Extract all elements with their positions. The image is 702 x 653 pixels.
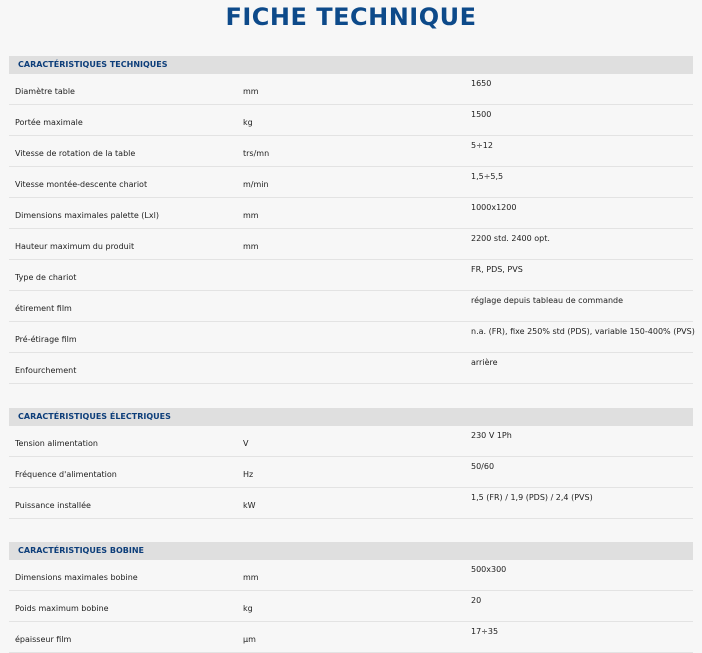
row-unit: mm <box>243 211 259 220</box>
row-label: Poids maximum bobine <box>15 604 109 613</box>
row-unit: kg <box>243 604 253 613</box>
row-label: Portée maximale <box>15 118 83 127</box>
row-label: Dimensions maximales palette (Lxl) <box>15 211 159 220</box>
row-label: Puissance installée <box>15 501 91 510</box>
section-electrical <box>9 408 693 519</box>
section-heading: CARACTÉRISTIQUES TECHNIQUES <box>9 56 693 74</box>
table-row <box>9 488 693 519</box>
row-value: 50/60 <box>471 462 495 471</box>
row-value: 1,5 (FR) / 1,9 (PDS) / 2,4 (PVS) <box>471 493 593 502</box>
row-unit: V <box>243 439 249 448</box>
table-row <box>9 136 693 167</box>
row-unit: mm <box>243 242 259 251</box>
table-row <box>9 322 693 353</box>
table-row <box>9 353 693 384</box>
row-value: 20 <box>471 596 482 605</box>
table-row <box>9 291 693 322</box>
row-label: Vitesse montée-descente chariot <box>15 180 148 189</box>
page-title: FICHE TECHNIQUE <box>225 3 477 31</box>
row-value: FR, PDS, PVS <box>471 265 523 274</box>
row-unit: Hz <box>243 470 254 479</box>
row-label: Diamètre table <box>15 87 75 96</box>
row-unit: trs/mn <box>243 149 270 158</box>
row-label: Vitesse de rotation de la table <box>15 149 136 158</box>
table-row <box>9 426 693 457</box>
row-unit: m/min <box>243 180 269 189</box>
row-value: 17÷35 <box>471 627 499 636</box>
row-label: Pré-étirage film <box>15 335 77 344</box>
row-label: Tension alimentation <box>15 439 98 448</box>
table-row <box>9 622 693 653</box>
table-row <box>9 260 693 291</box>
row-unit: µm <box>243 635 256 644</box>
row-value: 2200 std. 2400 opt. <box>471 234 550 243</box>
table-row <box>9 74 693 105</box>
table-row <box>9 591 693 622</box>
row-value: réglage depuis tableau de commande <box>471 296 624 305</box>
row-value: 5÷12 <box>471 141 493 150</box>
row-value: n.a. (FR), fixe 250% std (PDS), variable 150-400% (PVS) <box>471 327 695 336</box>
table-row <box>9 198 693 229</box>
row-value: 500x300 <box>471 565 507 574</box>
table-row <box>9 457 693 488</box>
row-value: 230 V 1Ph <box>471 431 512 440</box>
row-label: Dimensions maximales bobine <box>15 573 138 582</box>
row-value: 1650 <box>471 79 492 88</box>
row-value: 1,5÷5,5 <box>471 172 504 181</box>
row-label: Hauteur maximum du produit <box>15 242 135 251</box>
section-heading: CARACTÉRISTIQUES ÉLECTRIQUES <box>9 408 693 426</box>
table-row <box>9 167 693 198</box>
row-value: 1000x1200 <box>471 203 517 212</box>
table-row <box>9 105 693 136</box>
row-unit: kW <box>243 501 256 510</box>
section-technical <box>9 56 693 384</box>
row-unit: kg <box>243 118 253 127</box>
table-row <box>9 560 693 591</box>
row-label: Type de chariot <box>15 273 77 282</box>
section-reel <box>9 542 693 653</box>
section-heading: CARACTÉRISTIQUES BOBINE <box>9 542 693 560</box>
row-label: Fréquence d'alimentation <box>15 470 117 479</box>
row-label: Enfourchement <box>15 366 77 375</box>
row-unit: mm <box>243 87 259 96</box>
row-label: épaisseur film <box>15 635 72 644</box>
row-value: arrière <box>471 358 498 367</box>
row-label: étirement film <box>15 304 72 313</box>
row-value: 1500 <box>471 110 492 119</box>
table-row <box>9 229 693 260</box>
row-unit: mm <box>243 573 259 582</box>
